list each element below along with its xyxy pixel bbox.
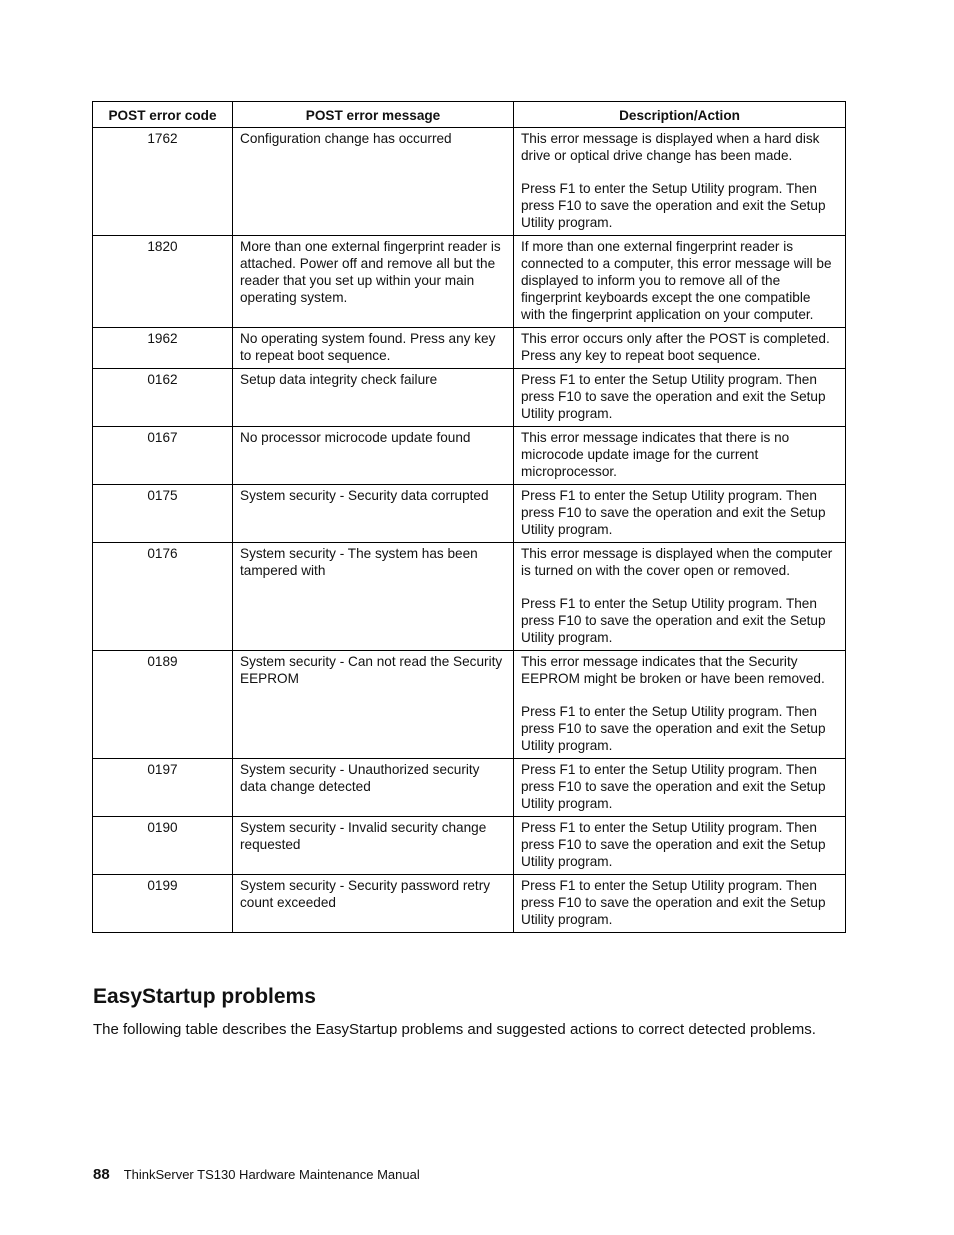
description-cell [514, 236, 846, 328]
description-cell [514, 427, 846, 485]
error-code-cell: 1762 [93, 128, 233, 236]
table-row [93, 128, 846, 236]
section-heading: EasyStartup problems [93, 985, 316, 1008]
post-error-table [92, 101, 846, 933]
description-cell [514, 817, 846, 875]
table-row [93, 651, 846, 759]
description-paragraph: This error message indicates that the Security EEPROM might be broken or have been removed. [521, 654, 825, 686]
table-row [93, 236, 846, 328]
description-paragraph: This error message is displayed when a hard disk drive or optical drive change has been made. [521, 131, 820, 163]
description-paragraph: Press F1 to enter the Setup Utility program. Then press F10 to save the operation and exit the Setup Utility program. [521, 181, 826, 230]
error-code-cell: 0199 [93, 875, 233, 933]
description-paragraph: This error message indicates that there is no microcode update image for the current microprocessor. [521, 430, 790, 479]
table-row [93, 328, 846, 369]
table-row [93, 427, 846, 485]
description-cell [514, 485, 846, 543]
error-message-cell: System security - Security password retry count exceeded [233, 875, 514, 933]
description-paragraph: This error message is displayed when the computer is turned on with the cover open or removed. [521, 546, 833, 578]
description-cell [514, 543, 846, 651]
description-paragraph: Press F1 to enter the Setup Utility program. Then press F10 to save the operation and exit the Setup Utility program. [521, 488, 826, 537]
table-row [93, 485, 846, 543]
description-paragraph: Press F1 to enter the Setup Utility program. Then press F10 to save the operation and exit the Setup Utility program. [521, 762, 826, 811]
section-intro: The following table describes the EasyStartup problems and suggested actions to correct detected problems. [93, 1021, 816, 1038]
error-code-cell: 0162 [93, 369, 233, 427]
error-message-cell: System security - Can not read the Security EEPROM [233, 651, 514, 759]
error-code-cell: 0167 [93, 427, 233, 485]
manual-title: ThinkServer TS130 Hardware Maintenance Manual [123, 1167, 420, 1182]
description-cell [514, 369, 846, 427]
error-code-cell: 0175 [93, 485, 233, 543]
description-cell [514, 875, 846, 933]
error-code-cell: 0189 [93, 651, 233, 759]
error-message-cell: System security - The system has been tampered with [233, 543, 514, 651]
error-message-cell: More than one external fingerprint reader is attached. Power off and remove all but the reader that you set up within your main operating system. [233, 236, 514, 328]
error-message-cell: No operating system found. Press any key to repeat boot sequence. [233, 328, 514, 369]
description-paragraph: Press F1 to enter the Setup Utility program. Then press F10 to save the operation and exit the Setup Utility program. [521, 372, 826, 421]
error-code-cell: 0197 [93, 759, 233, 817]
description-cell [514, 759, 846, 817]
error-message-cell: System security - Security data corrupted [233, 485, 514, 543]
column-header-code: POST error code [93, 102, 233, 128]
description-cell [514, 328, 846, 369]
error-message-cell: Configuration change has occurred [233, 128, 514, 236]
error-message-cell: System security - Invalid security change requested [233, 817, 514, 875]
page-number: 88 [93, 1166, 110, 1183]
column-header-message: POST error message [233, 102, 514, 128]
error-code-cell: 1820 [93, 236, 233, 328]
error-message-cell: System security - Unauthorized security data change detected [233, 759, 514, 817]
error-message-cell: No processor microcode update found [233, 427, 514, 485]
column-header-description: Description/Action [514, 102, 846, 128]
page-footer [93, 1166, 420, 1183]
description-paragraph: Press F1 to enter the Setup Utility program. Then press F10 to save the operation and exit the Setup Utility program. [521, 878, 826, 927]
description-paragraph: If more than one external fingerprint reader is connected to a computer, this error message will be displayed to inform you to remove all of the fingerprint keyboards except the one compatible with the fingerprint application on your computer. [521, 239, 832, 322]
table-row [93, 817, 846, 875]
description-paragraph: Press F1 to enter the Setup Utility program. Then press F10 to save the operation and exit the Setup Utility program. [521, 820, 826, 869]
table-row [93, 875, 846, 933]
description-paragraph: Press F1 to enter the Setup Utility program. Then press F10 to save the operation and exit the Setup Utility program. [521, 704, 826, 753]
description-paragraph: Press F1 to enter the Setup Utility program. Then press F10 to save the operation and exit the Setup Utility program. [521, 596, 826, 645]
error-code-cell: 0176 [93, 543, 233, 651]
error-code-cell: 1962 [93, 328, 233, 369]
description-cell [514, 128, 846, 236]
error-message-cell: Setup data integrity check failure [233, 369, 514, 427]
table-row [93, 543, 846, 651]
description-paragraph: This error occurs only after the POST is completed. Press any key to repeat boot sequence. [521, 331, 830, 363]
table-row [93, 759, 846, 817]
table-header-row [93, 102, 846, 128]
error-code-cell: 0190 [93, 817, 233, 875]
description-cell [514, 651, 846, 759]
table-row [93, 369, 846, 427]
